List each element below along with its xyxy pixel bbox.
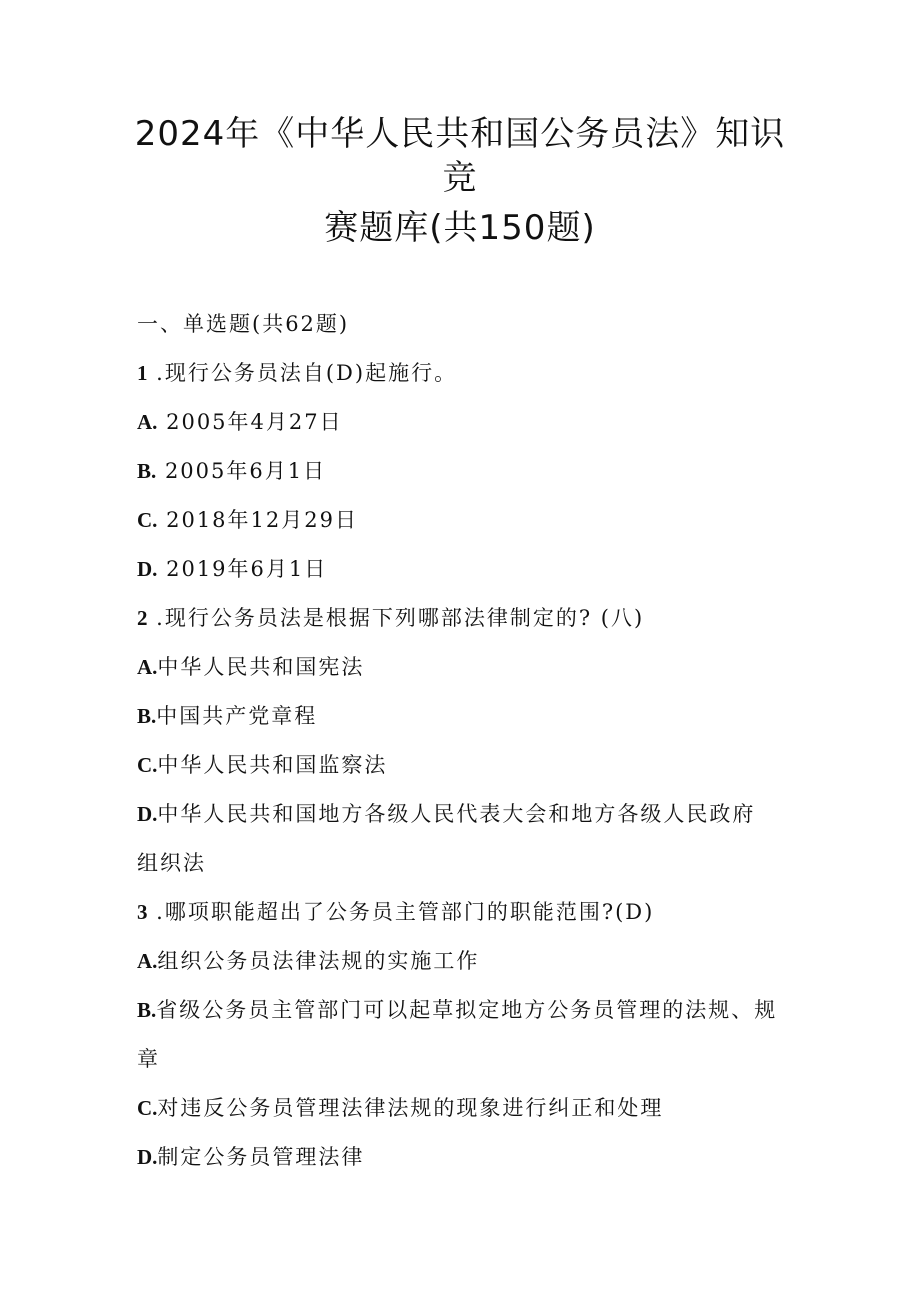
question-2-option-d: [137, 800, 755, 828]
option-text: 中华人民共和国地方各级人民代表大会和地方各级人民政府: [157, 802, 756, 826]
question-1-option-b: [137, 457, 326, 485]
option-text: 2005年4月27日: [157, 410, 343, 434]
option-text: 中华人民共和国监察法: [157, 753, 388, 777]
document-title-line-3: 赛题库(共150题): [324, 208, 596, 248]
question-text: .现行公务员法自(D)起施行。: [147, 361, 458, 385]
question-3-option-b-continuation: 章: [137, 1047, 160, 1071]
question-3-option-c: [137, 1094, 663, 1122]
question-number: 2: [137, 606, 148, 630]
question-2-option-b: [137, 702, 317, 730]
option-text: 2018年12月29日: [157, 508, 358, 532]
option-text: 中华人民共和国宪法: [157, 655, 365, 679]
option-text: 制定公务员管理法律: [157, 1145, 365, 1169]
question-number: 1: [137, 361, 148, 385]
option-text: 2005年6月1日: [156, 459, 327, 483]
question-3-option-a: [137, 947, 479, 975]
question-2-stem: [137, 604, 644, 632]
question-text: .现行公务员法是根据下列哪部法律制定的? (八): [147, 606, 645, 630]
question-text: .哪项职能超出了公务员主管部门的职能范围?(D): [147, 900, 655, 924]
option-letter: B.: [137, 459, 157, 483]
option-letter: D.: [137, 557, 158, 581]
option-letter: A.: [137, 655, 158, 679]
option-letter: C.: [137, 508, 158, 532]
option-text: 对违反公务员管理法律法规的现象进行纠正和处理: [157, 1096, 664, 1120]
question-1-option-c: [137, 506, 358, 534]
question-number: 3: [137, 900, 148, 924]
option-text: 省级公务员主管部门可以起草拟定地方公务员管理的法规、规: [156, 998, 778, 1022]
question-3-stem: [137, 898, 654, 926]
question-1-option-d: [137, 555, 327, 583]
question-3-option-d: [137, 1143, 364, 1171]
question-3-option-b: [137, 996, 777, 1024]
option-letter: D.: [137, 802, 158, 826]
question-2-option-c: [137, 751, 387, 779]
option-letter: B.: [137, 998, 157, 1022]
option-text: 2019年6月1日: [157, 557, 328, 581]
question-2-option-d-continuation: 组织法: [137, 851, 206, 875]
section-heading: 一、单选题(共62题): [137, 312, 350, 336]
option-letter: A.: [137, 949, 158, 973]
option-letter: C.: [137, 753, 158, 777]
question-2-option-a: [137, 653, 364, 681]
document-title-line-2: 竞: [442, 158, 478, 198]
question-1-stem: [137, 359, 457, 387]
document-title-line-1: 2024年《中华人民共和国公务员法》知识: [134, 114, 786, 154]
option-letter: D.: [137, 1145, 158, 1169]
option-text: 组织公务员法律法规的实施工作: [157, 949, 480, 973]
option-text: 中国共产党章程: [156, 704, 318, 728]
option-letter: A.: [137, 410, 158, 434]
option-letter: B.: [137, 704, 157, 728]
option-letter: C.: [137, 1096, 158, 1120]
question-1-option-a: [137, 408, 343, 436]
